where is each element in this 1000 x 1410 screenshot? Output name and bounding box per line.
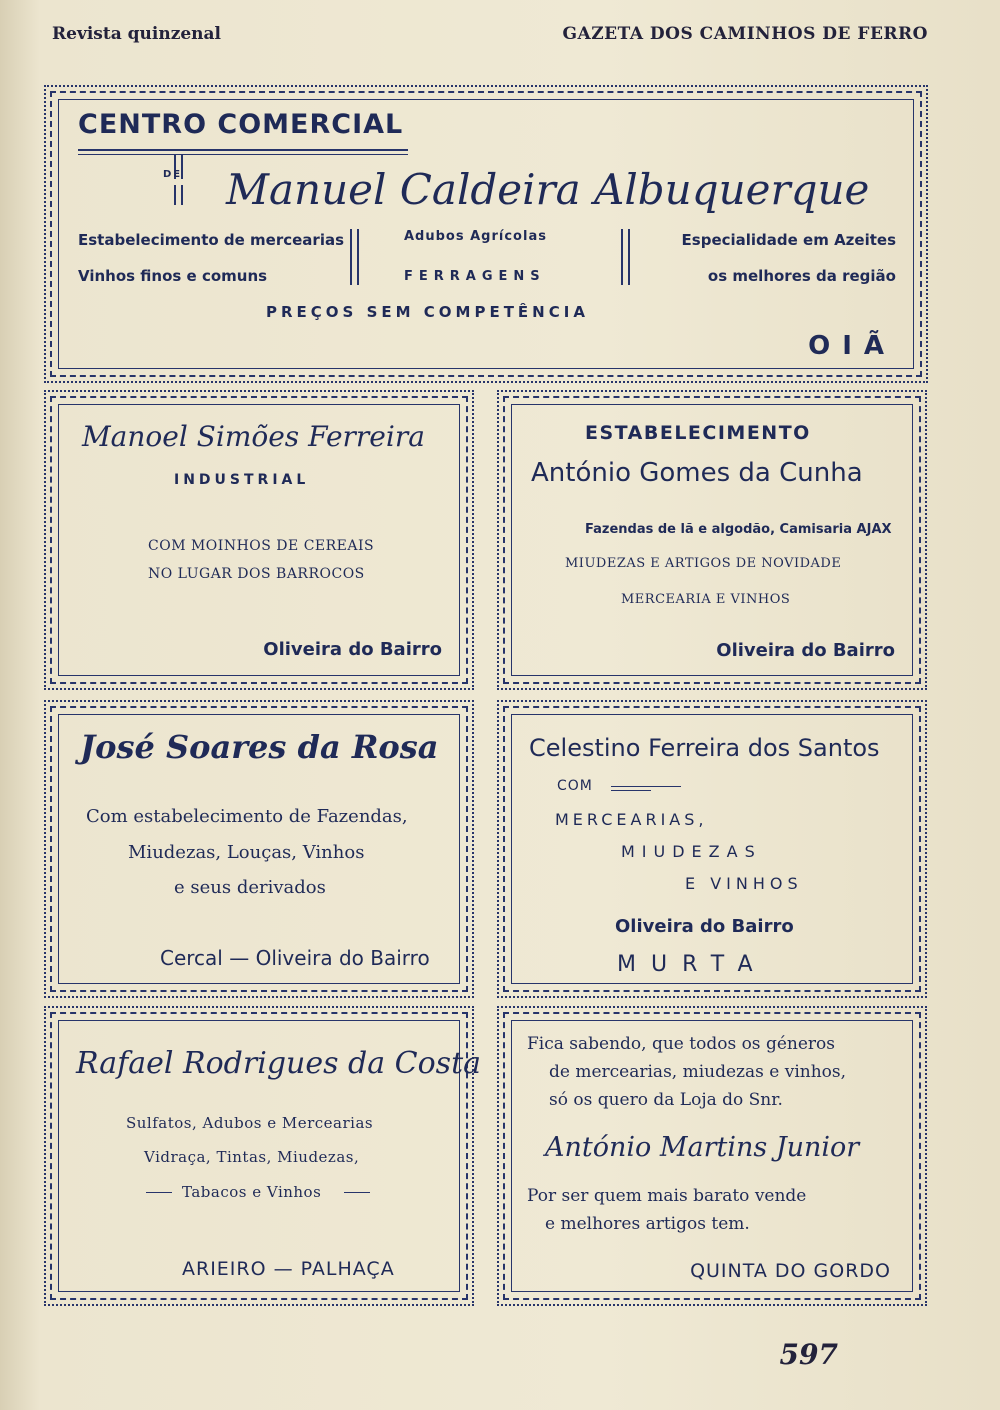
rule — [344, 1192, 370, 1193]
ad-line3: só os quero da Loja do Snr. — [549, 1090, 783, 1110]
ad-merchant-name: Manuel Caldeira Albuquerque — [226, 165, 870, 214]
ad-line2: MIUDEZAS — [621, 842, 762, 861]
ad-line1: MERCEARIAS, — [555, 810, 708, 829]
ad-centro-comercial — [44, 85, 928, 383]
ad-place: OIÃ — [808, 331, 896, 361]
ad-line3: E VINHOS — [685, 874, 803, 893]
ad-line2: Miudezas, Louças, Vinhos — [128, 842, 365, 863]
ad-merchant-name: Rafael Rodrigues da Costa — [76, 1046, 482, 1081]
ad-place2: MURTA — [617, 952, 768, 977]
ad-line2: de mercearias, miudezas e vinhos, — [549, 1062, 847, 1082]
ad-merchant-name: António Martins Junior — [545, 1132, 860, 1163]
page-number: 597 — [779, 1338, 838, 1371]
header-right: GAZETA DOS CAMINHOS DE FERRO — [562, 24, 928, 44]
ad-line1: Sulfatos, Adubos e Mercearias — [126, 1114, 374, 1132]
title-underline — [78, 149, 408, 151]
divider — [621, 229, 630, 285]
ad-place: QUINTA DO GORDO — [690, 1260, 891, 1282]
ad-title: CENTRO COMERCIAL — [78, 109, 404, 140]
divider — [174, 185, 183, 205]
ad-de: DE — [163, 169, 183, 180]
rule — [146, 1192, 172, 1193]
ad-merchant-name: António Gomes da Cunha — [531, 458, 863, 488]
ad-rafael — [44, 1006, 482, 1306]
ad-celestino — [497, 700, 927, 998]
ad-left-line1: Estabelecimento de mercearias — [78, 231, 345, 249]
ad-center-line1: Adubos Agrícolas — [404, 229, 547, 244]
ad-right-line2: os melhores da região — [707, 267, 896, 285]
ad-line2: NO LUGAR DOS BARROCOS — [148, 566, 365, 582]
ad-place: Oliveira do Bairro — [716, 640, 895, 661]
ad-merchant-name: José Soares da Rosa — [80, 728, 439, 766]
ad-subtitle: INDUSTRIAL — [174, 472, 310, 488]
ad-line1: COM MOINHOS DE CEREAIS — [148, 538, 375, 554]
ad-left-line2: Vinhos finos e comuns — [78, 267, 268, 285]
rule — [611, 786, 681, 787]
rule — [611, 790, 651, 791]
divider — [350, 229, 359, 285]
ad-line4: Por ser quem mais barato vende — [527, 1186, 807, 1206]
ad-slogan: PREÇOS SEM COMPETÊNCIA — [266, 303, 589, 321]
ad-jose-soares — [44, 700, 474, 998]
ad-center-line2: FERRAGENS — [404, 269, 546, 284]
ad-merchant-name: Manoel Simões Ferreira — [82, 420, 425, 453]
ad-place1: Oliveira do Bairro — [615, 916, 794, 937]
ad-right-line1: Especialidade em Azeites — [681, 231, 896, 249]
ad-place: ARIEIRO — PALHAÇA — [182, 1258, 395, 1280]
ad-manoel-simoes — [44, 390, 474, 690]
ad-place: Cercal — Oliveira do Bairro — [160, 946, 430, 970]
ad-line3: e seus derivados — [174, 877, 326, 898]
ad-line1: Fazendas de lã e algodão, Camisaria AJAX — [585, 522, 892, 537]
ad-title: ESTABELECIMENTO — [585, 422, 811, 444]
ad-line1: Com estabelecimento de Fazendas, — [86, 806, 408, 827]
ad-line3: Tabacos e Vinhos — [182, 1183, 322, 1201]
ad-place: Oliveira do Bairro — [263, 639, 442, 660]
ad-merchant-name: Celestino Ferreira dos Santos — [529, 734, 880, 762]
ad-line2: Vidraça, Tintas, Miudezas, — [144, 1148, 360, 1166]
ad-line2: MIUDEZAS E ARTIGOS DE NOVIDADE — [565, 556, 842, 571]
ad-antonio-gomes — [497, 390, 927, 690]
title-underline-thin — [78, 154, 408, 155]
ad-antonio-martins — [497, 1006, 927, 1306]
ad-line5: e melhores artigos tem. — [545, 1214, 750, 1234]
ad-line1: Fica sabendo, que todos os géneros — [527, 1034, 835, 1054]
ad-line3: MERCEARIA E VINHOS — [621, 592, 791, 607]
header-left: Revista quinzenal — [52, 24, 222, 44]
ad-com: COM — [557, 778, 593, 794]
